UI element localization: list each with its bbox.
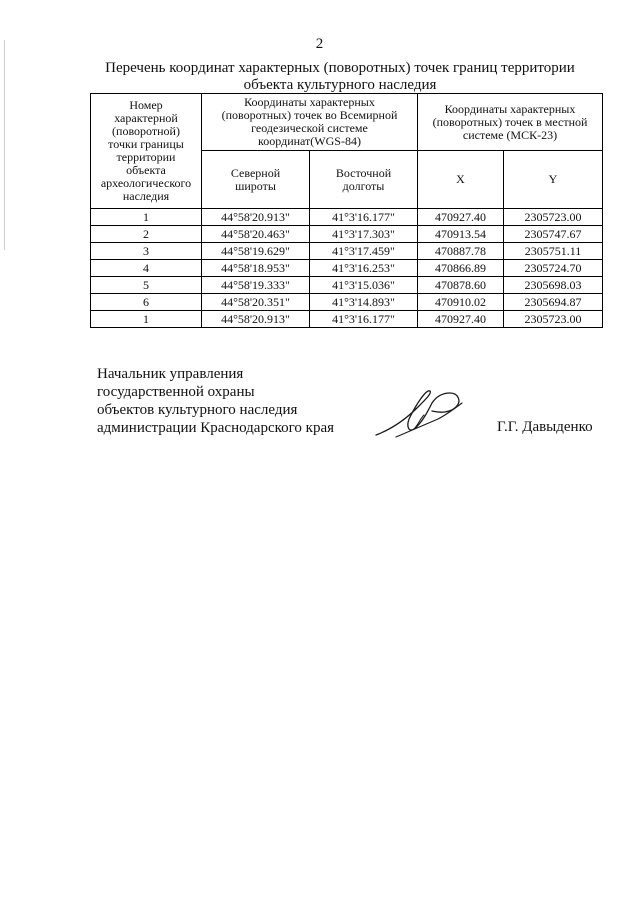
cell-longitude: 41°3'16.253" xyxy=(310,260,418,277)
cell-point: 6 xyxy=(91,294,202,311)
subheader-y: Y xyxy=(504,151,603,209)
table-row xyxy=(91,226,603,243)
header-msk23: Координаты характерных (поворотных) точек в местной системе (МСК-23) xyxy=(418,94,603,151)
position-line-2: государственной охраны xyxy=(97,384,255,400)
table-row xyxy=(91,311,603,328)
coordinates-table xyxy=(90,93,603,328)
cell-y: 2305723.00 xyxy=(504,209,603,226)
cell-point: 4 xyxy=(91,260,202,277)
cell-x: 470866.89 xyxy=(418,260,504,277)
cell-x: 470878.60 xyxy=(418,277,504,294)
cell-longitude: 41°3'15.036" xyxy=(310,277,418,294)
cell-x: 470887.78 xyxy=(418,243,504,260)
table-row xyxy=(91,260,603,277)
cell-x: 470927.40 xyxy=(418,209,504,226)
position-line-3: объектов культурного наследия xyxy=(97,402,298,418)
position-line-4: администрации Краснодарского края xyxy=(97,420,335,436)
page-number: 2 xyxy=(315,36,324,52)
header-wgs84: Координаты характерных (поворотных) точек во Всемирной геодезической системе координат(WGS-84) xyxy=(202,94,418,151)
subheader-x: X xyxy=(418,151,504,209)
cell-x: 470927.40 xyxy=(418,311,504,328)
cell-latitude: 44°58'19.333" xyxy=(202,277,310,294)
cell-latitude: 44°58'20.351" xyxy=(202,294,310,311)
cell-point: 2 xyxy=(91,226,202,243)
cell-longitude: 41°3'16.177" xyxy=(310,311,418,328)
handwritten-signature xyxy=(370,385,470,445)
title-line-2: объекта культурного наследия xyxy=(243,77,437,93)
cell-latitude: 44°58'20.913" xyxy=(202,311,310,328)
cell-point: 3 xyxy=(91,243,202,260)
cell-latitude: 44°58'20.463" xyxy=(202,226,310,243)
cell-y: 2305724.70 xyxy=(504,260,603,277)
cell-latitude: 44°58'19.629" xyxy=(202,243,310,260)
header-point-number: Номер характерной (поворотной) точки границы территории объекта археологического наследия xyxy=(91,94,202,209)
cell-point: 1 xyxy=(91,209,202,226)
subheader-north-latitude: Северной широты xyxy=(202,151,310,209)
table-row xyxy=(91,294,603,311)
cell-y: 2305747.67 xyxy=(504,226,603,243)
cell-point: 5 xyxy=(91,277,202,294)
cell-latitude: 44°58'18.953" xyxy=(202,260,310,277)
signatory-position xyxy=(97,365,334,437)
cell-longitude: 41°3'16.177" xyxy=(310,209,418,226)
cell-longitude: 41°3'17.303" xyxy=(310,226,418,243)
cell-point: 1 xyxy=(91,311,202,328)
document-title xyxy=(90,60,590,94)
cell-y: 2305694.87 xyxy=(504,294,603,311)
title-line-1: Перечень координат характерных (поворотных) точек границ территории xyxy=(105,60,575,76)
cell-longitude: 41°3'14.893" xyxy=(310,294,418,311)
cell-longitude: 41°3'17.459" xyxy=(310,243,418,260)
table-row xyxy=(91,243,603,260)
scan-edge-line xyxy=(4,40,5,250)
signer-name: Г.Г. Давыденко xyxy=(497,419,593,435)
cell-y: 2305751.11 xyxy=(504,243,603,260)
cell-x: 470913.54 xyxy=(418,226,504,243)
position-line-1: Начальник управления xyxy=(97,366,244,382)
cell-y: 2305723.00 xyxy=(504,311,603,328)
cell-x: 470910.02 xyxy=(418,294,504,311)
cell-y: 2305698.03 xyxy=(504,277,603,294)
cell-latitude: 44°58'20.913" xyxy=(202,209,310,226)
table-row xyxy=(91,209,603,226)
subheader-east-longitude: Восточной долготы xyxy=(310,151,418,209)
table-row xyxy=(91,277,603,294)
